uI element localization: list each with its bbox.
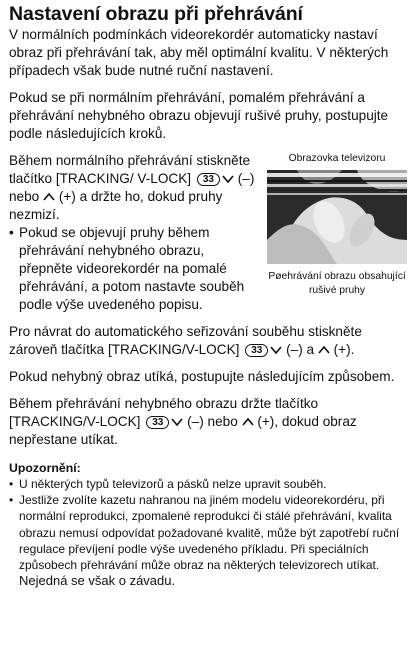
still-jitter-paragraph: Pokud nehybný obraz utíká, postupujte následujícím způsobem. xyxy=(9,369,395,384)
warning-note: Nejedná se však o závadu. xyxy=(19,573,176,589)
tv-figure xyxy=(264,152,410,314)
chevron-up-icon xyxy=(318,345,330,355)
chevron-down-icon xyxy=(270,345,282,355)
figure-bottom-caption: Pøehrávání obrazu obsahující rušivé pruhy xyxy=(268,271,406,296)
step-text xyxy=(9,152,260,314)
warning-title: Upozornění: xyxy=(9,461,81,475)
chevron-down-icon xyxy=(171,417,183,427)
hold-button-paragraph: Během přehrávání nehybného obrazu držte tlačítko [TRACKING/V-LOCK] 33 (–) nebo (+), dokud obraz nepřestane utíkat. xyxy=(9,396,357,447)
still-image-bullet: • Pokud se objevují pruhy během přehrávání nehybného obrazu, přepněte videorekordér na pomalé přehrávání, a potom nastavte souběh podle výše uvedeného popisu. xyxy=(9,225,245,312)
chevron-down-icon xyxy=(222,174,234,184)
stripes-paragraph: Pokud se při normálním přehrávání, pomalém přehrávání a přehrávání nehybného obrazu objevují rušivé pruhy, postupujte podle následujících kroků. xyxy=(9,90,389,141)
page-title: Nastavení obrazu při přehrávání xyxy=(9,3,303,25)
chevron-up-icon xyxy=(242,417,254,427)
button-number-badge: 33 xyxy=(245,344,268,357)
warning-item: • U některých typů televizorů a pásků nelze upravit souběh. xyxy=(9,477,327,491)
auto-tracking-paragraph: Pro návrat do automatického seřizování souběhu stiskněte zároveň tlačítka [TRACKING/V-LOCK] 33 (–) a (+). xyxy=(9,324,362,357)
intro-paragraph: V normálních podmínkách videorekordér automaticky nastaví obraz při přehrávání tak, aby měl optimální kvalitu. V některých případech však bude nutné ruční nastavení. xyxy=(9,27,389,78)
button-number-badge: 33 xyxy=(197,173,220,186)
step-paragraph: Během normálního přehrávání stiskněte tlačítko [TRACKING/ V-LOCK] 33 (–) nebo (+) a držte ho, dokud pruhy nezmizí. xyxy=(9,153,255,222)
figure-top-caption: Obrazovka televizoru xyxy=(288,153,386,164)
button-number-badge: 33 xyxy=(146,416,169,429)
warning-item: • Jestliže zvolíte kazetu nahranou na jiném modelu videorekordéru, při normální reprodukci, zpomalené reprodukci či stálé přehrávání, kvalita obrazu nemusí odpovídat požadované kvalitě, může být zapotřebí ruční regulace převíjení podle výše uvedeného příkladu. Při speciálních způsobech přehrávání může obraz na některých televizorech utíkat. xyxy=(9,493,400,573)
step-section xyxy=(9,152,410,314)
chevron-up-icon xyxy=(43,192,55,202)
tv-noise-image xyxy=(267,170,407,264)
